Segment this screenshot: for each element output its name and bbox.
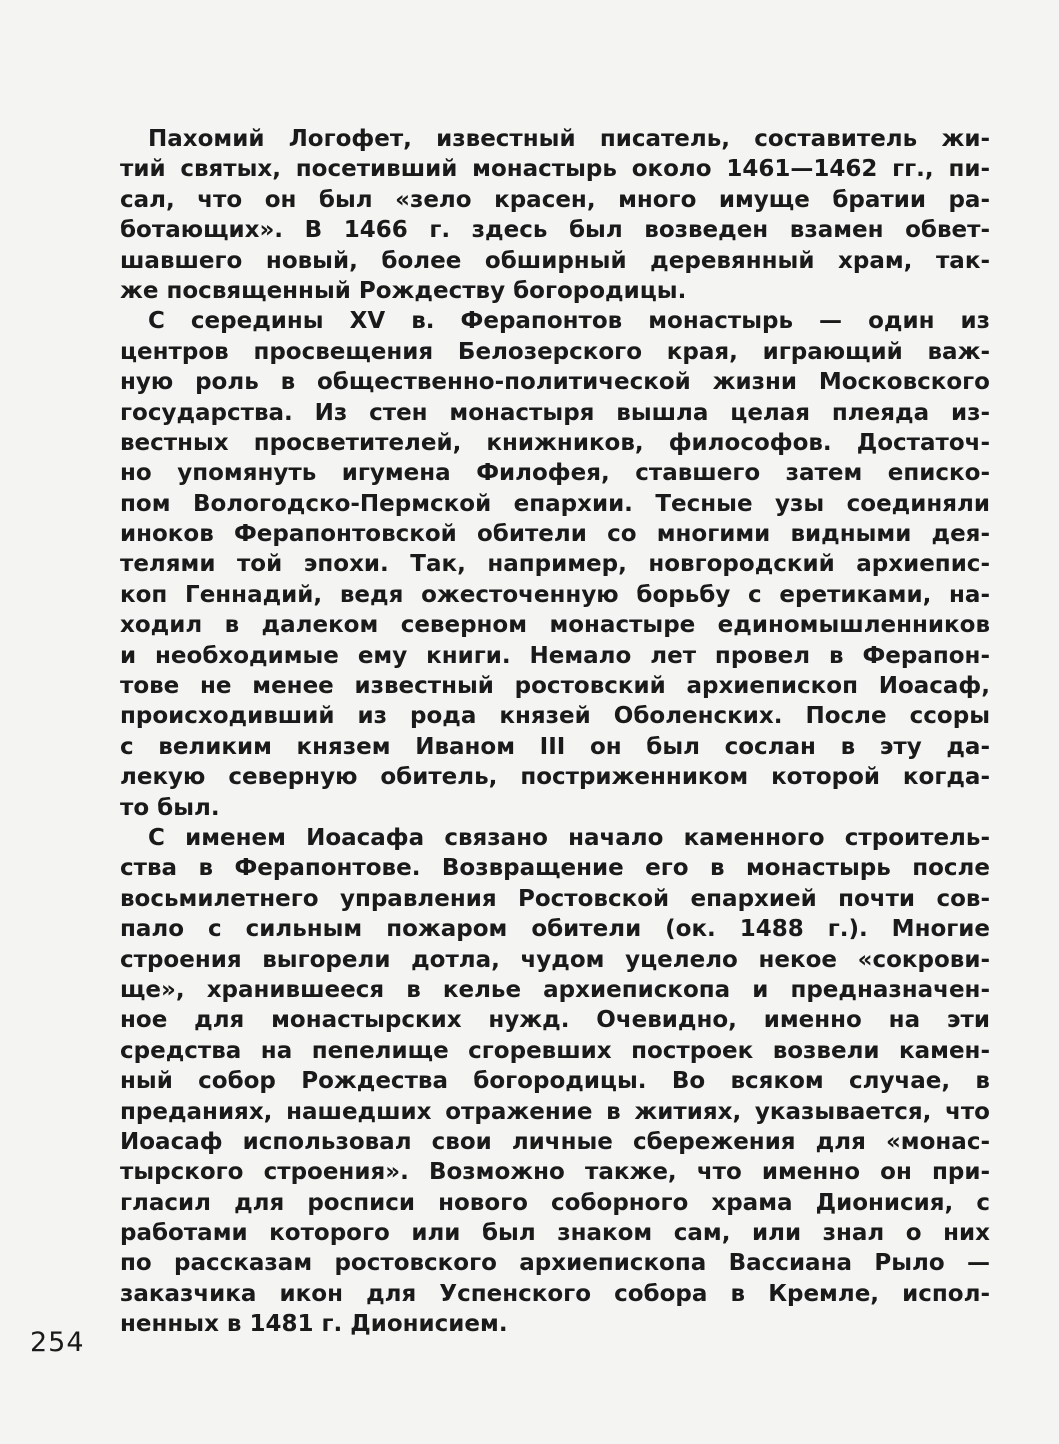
text-line: работами которого или был знаком сам, или знал о них <box>120 1220 990 1247</box>
body-text <box>120 124 990 1340</box>
text-line: ную роль в общественно-политической жизни Московского <box>120 369 990 396</box>
text-line: ное для монастырских нужд. Очевидно, именно на эти <box>120 1007 990 1034</box>
text-line: заказчика икон для Успенского собора в Кремле, испол- <box>120 1280 990 1307</box>
text-line: и необходимые ему книги. Немало лет провел в Ферапон- <box>120 642 990 669</box>
text-line: с великим князем Иваном III он был сослан в эту да- <box>120 733 990 760</box>
text-line: тове не менее известный ростовский архиепископ Иоасаф, <box>120 673 990 700</box>
paragraph-1 <box>120 124 990 306</box>
paragraph-2 <box>120 306 990 823</box>
text-line: происходивший из рода князей Оболенских. После ссоры <box>120 703 990 730</box>
text-line: центров просвещения Белозерского края, играющий важ- <box>120 338 990 365</box>
text-line: ботающих». В 1466 г. здесь был возведен взамен обвет- <box>120 217 990 244</box>
text-line: государства. Из стен монастыря вышла целая плеяда из- <box>120 399 990 426</box>
text-line: вестных просветителей, книжников, философов. Достаточ- <box>120 429 990 456</box>
text-line: Иоасаф использовал свои личные сбережения для «монас- <box>120 1128 990 1155</box>
text-line: сал, что он был «зело красен, много имуще братии ра- <box>120 186 990 213</box>
text-line: ходил в далеком северном монастыре единомышленников <box>120 612 990 639</box>
page-number: 254 <box>30 1327 85 1358</box>
text-line: ства в Ферапонтове. Возвращение его в монастырь после <box>120 855 990 882</box>
text-line: восьмилетнего управления Ростовской епархией почти сов- <box>120 885 990 912</box>
text-line: телями той эпохи. Так, например, новгородский архиепис- <box>120 551 990 578</box>
text-line: же посвященный Рождеству богородицы. <box>120 277 687 304</box>
text-line: пом Вологодско-Пермской епархии. Тесные узы соединяли <box>120 490 990 517</box>
text-line: лекую северную обитель, постриженником которой когда- <box>120 764 990 791</box>
text-line: но упомянуть игумена Филофея, ставшего затем еписко- <box>120 460 990 487</box>
text-line: шавшего новый, более обширный деревянный храм, так- <box>120 247 990 274</box>
text-line: пало с сильным пожаром обители (ок. 1488 г.). Многие <box>120 916 990 943</box>
text-line: ще», хранившееся в келье архиепископа и предназначен- <box>120 976 990 1003</box>
text-line: то был. <box>120 794 220 821</box>
text-line: коп Геннадий, ведя ожесточенную борьбу с еретиками, на- <box>120 581 990 608</box>
text-line: иноков Ферапонтовской обители со многими видными дея- <box>120 521 990 548</box>
text-line: строения выгорели дотла, чудом уцелело некое «сокрови- <box>120 946 990 973</box>
text-line: тырского строения». Возможно также, что именно он при- <box>120 1159 990 1186</box>
text-line: Пахомий Логофет, известный писатель, составитель жи- <box>148 126 990 152</box>
text-line: гласил для росписи нового соборного храма Дионисия, с <box>120 1189 990 1216</box>
text-line: по рассказам ростовского архиепископа Вассиана Рыло — <box>120 1250 990 1277</box>
text-line: преданиях, нашедших отражение в житиях, указывается, что <box>120 1098 990 1125</box>
text-line: С середины XV в. Ферапонтов монастырь — один из <box>148 308 990 335</box>
text-line: средства на пепелище сгоревших построек возвели камен- <box>120 1037 990 1064</box>
text-line: С именем Иоасафа связано начало каменного строитель- <box>148 824 990 851</box>
text-line: тий святых, посетивший монастырь около 1461—1462 гг., пи- <box>120 156 990 183</box>
text-line: ный собор Рождества богородицы. Во всяком случае, в <box>120 1068 990 1095</box>
text-line: ненных в 1481 г. Дионисием. <box>120 1311 508 1338</box>
paragraph-3 <box>120 823 990 1340</box>
